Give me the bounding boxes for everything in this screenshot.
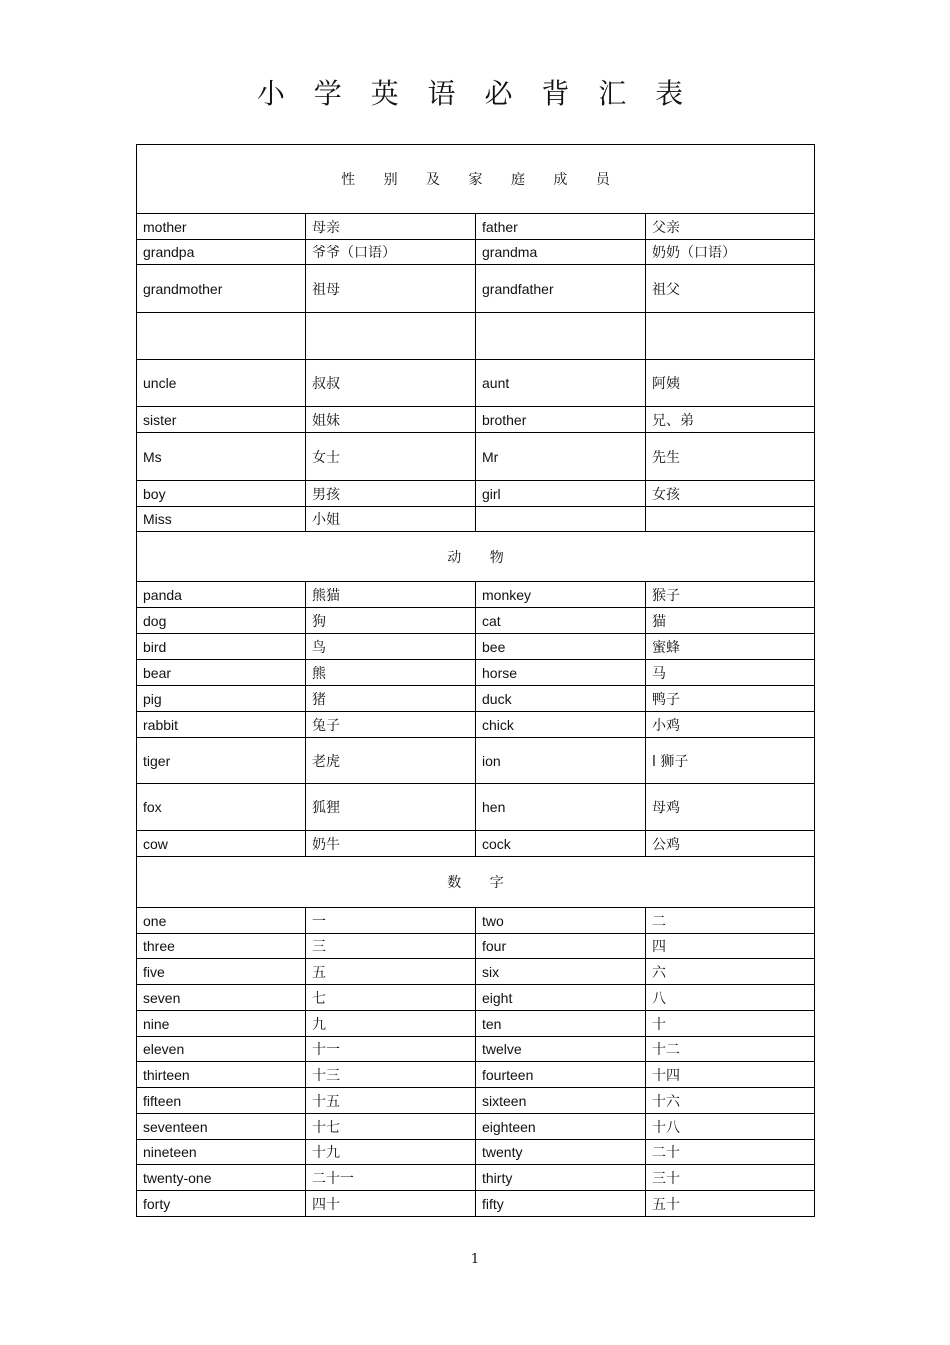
chinese-meaning: 狐狸 bbox=[306, 784, 476, 831]
english-word: brother bbox=[476, 407, 646, 433]
table-row bbox=[137, 214, 815, 240]
english-word: sister bbox=[137, 407, 306, 433]
page-title: 小 学 英 语 必 背 汇 表 bbox=[256, 77, 694, 110]
chinese-meaning: 女士 bbox=[306, 433, 476, 481]
chinese-meaning: 鸟 bbox=[306, 634, 476, 660]
chinese-meaning bbox=[646, 507, 815, 532]
english-word: eight bbox=[476, 985, 646, 1011]
table-row bbox=[137, 908, 815, 934]
chinese-meaning: 四十 bbox=[306, 1191, 476, 1217]
chinese-meaning: 奶牛 bbox=[306, 831, 476, 857]
table-row bbox=[137, 240, 815, 265]
page-number: 1 bbox=[470, 1252, 480, 1267]
english-word: twenty bbox=[476, 1140, 646, 1165]
chinese-meaning: 六 bbox=[646, 959, 815, 985]
chinese-meaning: 三 bbox=[306, 934, 476, 959]
english-word: fourteen bbox=[476, 1062, 646, 1088]
table-row bbox=[137, 634, 815, 660]
english-word: one bbox=[137, 908, 306, 934]
english-word: girl bbox=[476, 481, 646, 507]
table-row bbox=[137, 686, 815, 712]
chinese-meaning: 猴子 bbox=[646, 582, 815, 608]
english-word: dog bbox=[137, 608, 306, 634]
english-word: fifty bbox=[476, 1191, 646, 1217]
chinese-meaning bbox=[646, 313, 815, 360]
chinese-meaning: 九 bbox=[306, 1011, 476, 1037]
chinese-meaning: 叔叔 bbox=[306, 360, 476, 407]
english-word: twenty-one bbox=[137, 1165, 306, 1191]
table-row bbox=[137, 1062, 815, 1088]
table-row bbox=[137, 738, 815, 784]
english-word: five bbox=[137, 959, 306, 985]
english-word: six bbox=[476, 959, 646, 985]
english-word: thirty bbox=[476, 1165, 646, 1191]
chinese-meaning: 二十 bbox=[646, 1140, 815, 1165]
english-word bbox=[476, 313, 646, 360]
chinese-meaning: 二十一 bbox=[306, 1165, 476, 1191]
english-word: nineteen bbox=[137, 1140, 306, 1165]
english-word: grandpa bbox=[137, 240, 306, 265]
chinese-meaning: 熊 bbox=[306, 660, 476, 686]
table-row bbox=[137, 712, 815, 738]
chinese-meaning: 小鸡 bbox=[646, 712, 815, 738]
section-heading: 动 物 bbox=[137, 532, 815, 582]
table-row bbox=[137, 831, 815, 857]
chinese-meaning: 猫 bbox=[646, 608, 815, 634]
chinese-meaning: 四 bbox=[646, 934, 815, 959]
table-row bbox=[137, 608, 815, 634]
english-word: grandmother bbox=[137, 265, 306, 313]
table-row bbox=[137, 1165, 815, 1191]
chinese-meaning: 公鸡 bbox=[646, 831, 815, 857]
english-word: seven bbox=[137, 985, 306, 1011]
chinese-meaning: 蜜蜂 bbox=[646, 634, 815, 660]
chinese-meaning: 老虎 bbox=[306, 738, 476, 784]
english-word: forty bbox=[137, 1191, 306, 1217]
table-row bbox=[137, 313, 815, 360]
table-row bbox=[137, 1191, 815, 1217]
english-word: horse bbox=[476, 660, 646, 686]
section-heading-row bbox=[137, 145, 815, 214]
chinese-meaning: 男孩 bbox=[306, 481, 476, 507]
chinese-meaning: 三十 bbox=[646, 1165, 815, 1191]
english-word: twelve bbox=[476, 1037, 646, 1062]
english-word: nine bbox=[137, 1011, 306, 1037]
english-word: seventeen bbox=[137, 1114, 306, 1140]
table-row bbox=[137, 660, 815, 686]
table-row bbox=[137, 985, 815, 1011]
english-word: rabbit bbox=[137, 712, 306, 738]
english-word: uncle bbox=[137, 360, 306, 407]
chinese-meaning: 马 bbox=[646, 660, 815, 686]
chinese-meaning: 十九 bbox=[306, 1140, 476, 1165]
chinese-meaning: 兄、弟 bbox=[646, 407, 815, 433]
english-word: mother bbox=[137, 214, 306, 240]
chinese-meaning: 二 bbox=[646, 908, 815, 934]
table-row bbox=[137, 959, 815, 985]
chinese-meaning: 狗 bbox=[306, 608, 476, 634]
english-word: bee bbox=[476, 634, 646, 660]
chinese-meaning: 五十 bbox=[646, 1191, 815, 1217]
chinese-meaning: 十一 bbox=[306, 1037, 476, 1062]
english-word bbox=[137, 313, 306, 360]
english-word: tiger bbox=[137, 738, 306, 784]
chinese-meaning: 十七 bbox=[306, 1114, 476, 1140]
chinese-meaning: 祖母 bbox=[306, 265, 476, 313]
english-word: three bbox=[137, 934, 306, 959]
english-word: fifteen bbox=[137, 1088, 306, 1114]
chinese-meaning: 奶奶（口语） bbox=[646, 240, 815, 265]
english-word: pig bbox=[137, 686, 306, 712]
chinese-meaning: 七 bbox=[306, 985, 476, 1011]
english-word: bird bbox=[137, 634, 306, 660]
chinese-meaning: 十五 bbox=[306, 1088, 476, 1114]
chinese-meaning: 十 bbox=[646, 1011, 815, 1037]
english-word: Ms bbox=[137, 433, 306, 481]
chinese-meaning: 十六 bbox=[646, 1088, 815, 1114]
chinese-meaning: 先生 bbox=[646, 433, 815, 481]
english-word: boy bbox=[137, 481, 306, 507]
english-word: four bbox=[476, 934, 646, 959]
english-word: eleven bbox=[137, 1037, 306, 1062]
section-heading: 性 别 及 家 庭 成 员 bbox=[137, 145, 815, 214]
english-word: grandfather bbox=[476, 265, 646, 313]
chinese-meaning: l 狮子 bbox=[646, 738, 815, 784]
table-row bbox=[137, 1114, 815, 1140]
table-row bbox=[137, 582, 815, 608]
english-word: two bbox=[476, 908, 646, 934]
english-word: ion bbox=[476, 738, 646, 784]
table-row bbox=[137, 934, 815, 959]
chinese-meaning: 五 bbox=[306, 959, 476, 985]
english-word: duck bbox=[476, 686, 646, 712]
chinese-meaning: 十四 bbox=[646, 1062, 815, 1088]
english-word: chick bbox=[476, 712, 646, 738]
chinese-meaning: 十三 bbox=[306, 1062, 476, 1088]
table-row bbox=[137, 481, 815, 507]
english-word: ten bbox=[476, 1011, 646, 1037]
table-row bbox=[137, 360, 815, 407]
english-word: eighteen bbox=[476, 1114, 646, 1140]
english-word: grandma bbox=[476, 240, 646, 265]
english-word: cock bbox=[476, 831, 646, 857]
chinese-meaning: 猪 bbox=[306, 686, 476, 712]
chinese-meaning: 母鸡 bbox=[646, 784, 815, 831]
chinese-meaning: 爷爷（口语） bbox=[306, 240, 476, 265]
english-word: thirteen bbox=[137, 1062, 306, 1088]
table-row bbox=[137, 433, 815, 481]
chinese-meaning: 十二 bbox=[646, 1037, 815, 1062]
chinese-meaning: 女孩 bbox=[646, 481, 815, 507]
chinese-meaning: 一 bbox=[306, 908, 476, 934]
section-heading: 数 字 bbox=[137, 857, 815, 908]
table-row bbox=[137, 784, 815, 831]
chinese-meaning: 父亲 bbox=[646, 214, 815, 240]
table-row bbox=[137, 1140, 815, 1165]
english-word: Mr bbox=[476, 433, 646, 481]
section-heading-row bbox=[137, 857, 815, 908]
english-word: hen bbox=[476, 784, 646, 831]
chinese-meaning: 鸭子 bbox=[646, 686, 815, 712]
english-word: bear bbox=[137, 660, 306, 686]
english-word: sixteen bbox=[476, 1088, 646, 1114]
table-row bbox=[137, 265, 815, 313]
table-row bbox=[137, 1088, 815, 1114]
english-word: cow bbox=[137, 831, 306, 857]
chinese-meaning: 母亲 bbox=[306, 214, 476, 240]
english-word: panda bbox=[137, 582, 306, 608]
english-word: monkey bbox=[476, 582, 646, 608]
table-row bbox=[137, 407, 815, 433]
table-row bbox=[137, 1011, 815, 1037]
english-word: aunt bbox=[476, 360, 646, 407]
english-word: Miss bbox=[137, 507, 306, 532]
chinese-meaning: 小姐 bbox=[306, 507, 476, 532]
chinese-meaning: 八 bbox=[646, 985, 815, 1011]
chinese-meaning: 阿姨 bbox=[646, 360, 815, 407]
vocabulary-table bbox=[136, 144, 815, 1217]
english-word bbox=[476, 507, 646, 532]
chinese-meaning: 祖父 bbox=[646, 265, 815, 313]
chinese-meaning: 兔子 bbox=[306, 712, 476, 738]
chinese-meaning: 姐妹 bbox=[306, 407, 476, 433]
chinese-meaning bbox=[306, 313, 476, 360]
section-heading-row bbox=[137, 532, 815, 582]
chinese-meaning: 熊猫 bbox=[306, 582, 476, 608]
table-row bbox=[137, 1037, 815, 1062]
english-word: cat bbox=[476, 608, 646, 634]
table-row bbox=[137, 507, 815, 532]
english-word: fox bbox=[137, 784, 306, 831]
english-word: father bbox=[476, 214, 646, 240]
chinese-meaning: 十八 bbox=[646, 1114, 815, 1140]
